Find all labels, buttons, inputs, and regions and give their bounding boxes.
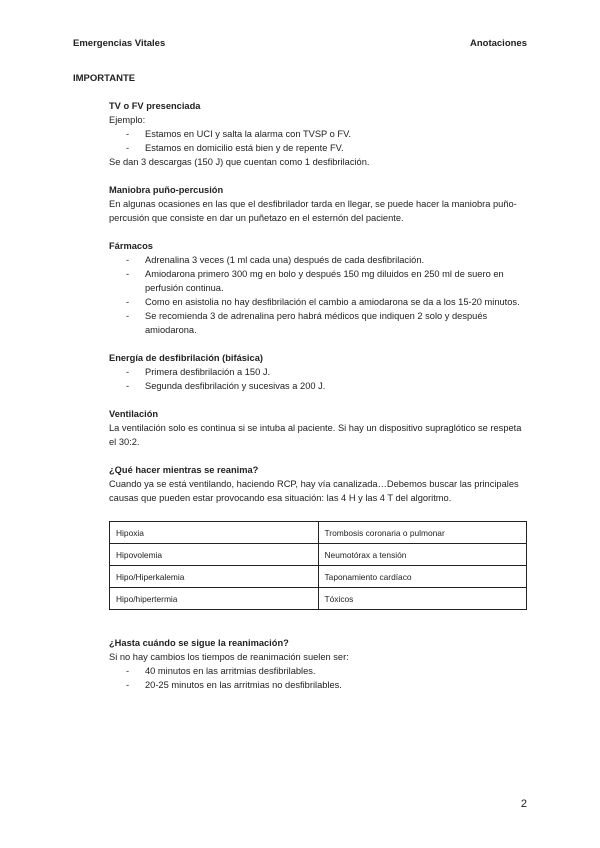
table-cell: Hipoxia [110,522,319,544]
page-number: 2 [520,798,527,810]
section-punio-percusion [109,183,529,225]
list-item: - Adrenalina 3 veces (1 ml cada una) después de cada desfibrilación. [126,255,425,265]
list-item: - Segunda desfibrilación y sucesivas a 200 J. [126,381,326,391]
section-title: ¿Qué hacer mientras se reanima? [109,465,259,475]
list-item: - Amiodarona primero 300 mg en bolo y después 150 mg diluidos en 250 ml de suero en perfusión continua. [126,269,504,293]
list-item: - Primera desfibrilación a 150 J. [126,367,271,377]
bullet-list [109,127,529,155]
list-item: - Como en asistolia no hay desfibrilación el cambio a amiodarona se da a los 15-20 minutos. [126,297,520,307]
list-item: - 40 minutos en las arritmias desfibrilables. [126,666,316,676]
table-cell: Neumotórax a tensión [318,544,527,566]
section-title: Maniobra puño-percusión [109,185,224,195]
document-body [109,99,529,706]
important-heading: IMPORTANTE [73,73,136,84]
section-hasta-cuando [109,636,529,692]
table-cell: Trombosis coronaria o pulmonar [318,522,527,544]
section-energia [109,351,529,393]
list-item: - 20-25 minutos en las arritmias no desfibrilables. [126,680,342,690]
section-intro: Ejemplo: [109,115,146,125]
bullet-list [109,253,529,337]
table-cell: Hipovolemia [110,544,319,566]
table-cell: Tóxicos [318,588,527,610]
section-farmacos [109,239,529,337]
section-outro: Se dan 3 descargas (150 J) que cuentan como 1 desfibrilación. [109,157,370,167]
table-cell: Hipo/Hiperkalemia [110,566,319,588]
section-tv-fv [109,99,529,169]
section-title: TV o FV presenciada [109,101,201,111]
section-title: ¿Hasta cuándo se sigue la reanimación? [109,638,289,648]
section-text: La ventilación solo es continua si se intuba al paciente. Si hay un dispositivo supraglótico se respeta el 30:2. [109,423,522,447]
list-item: - Estamos en UCI y salta la alarma con TVSP o FV. [126,129,352,139]
section-text: En algunas ocasiones en las que el desfibrilador tarda en llegar, se puede hacer la maniobra puño-percusión que consiste en dar un puñetazo en el esternón del paciente. [109,199,517,223]
table-cell: Hipo/hipertermia [110,588,319,610]
table-row [110,588,527,610]
section-ventilacion [109,407,529,449]
bullet-list [109,365,529,393]
section-que-hacer [109,463,529,610]
section-intro: Si no hay cambios los tiempos de reanimación suelen ser: [109,652,349,662]
table-row [110,522,527,544]
table-cell: Taponamiento cardíaco [318,566,527,588]
list-item: - Estamos en domicilio está bien y de repente FV. [126,143,344,153]
list-item: - Se recomienda 3 de adrenalina pero habrá médicos que indiquen 2 solo y después amiodarona. [126,311,488,335]
header-title: Emergencias Vitales [73,38,166,49]
header-annotations: Anotaciones [469,38,527,49]
section-title: Ventilación [109,409,159,419]
bullet-list [109,664,529,692]
section-title: Energía de desfibrilación (bifásica) [109,353,263,363]
section-text: Cuando ya se está ventilando, haciendo RCP, hay vía canalizada…Debemos buscar las principales causas que pueden estar provocando esa situación: las 4 H y las 4 T del algoritmo. [109,479,519,503]
section-title: Fármacos [109,241,153,251]
table-row [110,544,527,566]
table-row [110,566,527,588]
causes-table [109,521,527,610]
